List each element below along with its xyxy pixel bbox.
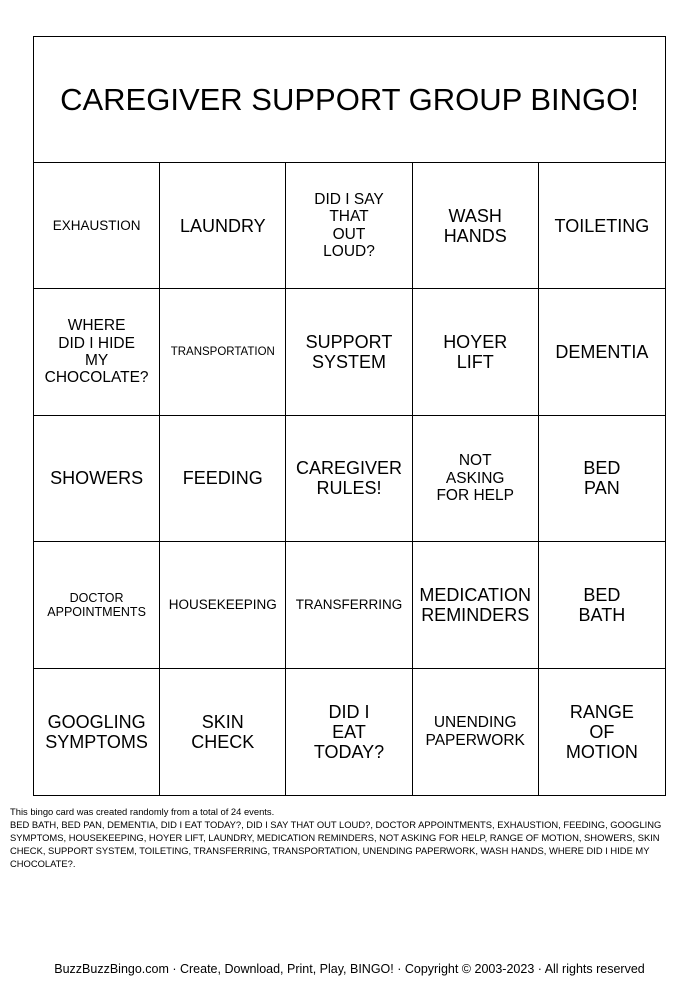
bingo-cell: TRANSPORTATION	[160, 289, 286, 415]
bingo-cell: DEMENTIA	[539, 289, 665, 415]
bingo-cell: HOUSEKEEPING	[160, 542, 286, 668]
bingo-cell: DID I SAY THAT OUT LOUD?	[286, 163, 412, 289]
bingo-title: CAREGIVER SUPPORT GROUP BINGO!	[34, 37, 665, 163]
bingo-cell: BED BATH	[539, 542, 665, 668]
footer-info	[10, 805, 690, 870]
bingo-cell: MEDICATION REMINDERS	[413, 542, 539, 668]
footer-events-list: BED BATH, BED PAN, DEMENTIA, DID I EAT TODAY?, DID I SAY THAT OUT LOUD?, DOCTOR APPOINTMENTS, EXHAUSTION, FEEDING, GOOGLING SYMPTOMS, HOUSEKEEPING, HOYER LIFT, LAUNDRY, MEDICATION REMINDERS, NOT ASKING FOR HELP, RANGE OF MOTION, SHOWERS, SKIN CHECK, SUPPORT SYSTEM, TOILETING, TRANSFERRING, TRANSPORTATION, UNENDING PAPERWORK, WASH HANDS, WHERE DID I HIDE MY CHOCOLATE?.	[10, 819, 662, 869]
bingo-cell: TOILETING	[539, 163, 665, 289]
bingo-cell: TRANSFERRING	[286, 542, 412, 668]
bingo-cell: DID I EAT TODAY?	[286, 669, 412, 795]
bingo-cell: GOOGLING SYMPTOMS	[34, 669, 160, 795]
bingo-cell: HOYER LIFT	[413, 289, 539, 415]
bingo-cell: LAUNDRY	[160, 163, 286, 289]
bingo-cell: WHERE DID I HIDE MY CHOCOLATE?	[34, 289, 160, 415]
bingo-cell: CAREGIVER RULES!	[286, 416, 412, 542]
bingo-cell: UNENDING PAPERWORK	[413, 669, 539, 795]
bingo-cell: SUPPORT SYSTEM	[286, 289, 412, 415]
bingo-cell: EXHAUSTION	[34, 163, 160, 289]
bingo-cell: FEEDING	[160, 416, 286, 542]
bingo-grid	[34, 163, 665, 795]
bingo-cell: RANGE OF MOTION	[565, 701, 638, 762]
bingo-cell: DOCTOR APPOINTMENTS	[34, 542, 160, 668]
bingo-cell: BED PAN	[539, 416, 665, 542]
bingo-cell: SHOWERS	[34, 416, 160, 542]
bingo-cell: WASH HANDS	[413, 163, 539, 289]
copyright-line: BuzzBuzzBingo.com · Create, Download, Print, Play, BINGO! · Copyright © 2003-2023 · All rights reserved	[54, 962, 645, 976]
footer-intro: This bingo card was created randomly from a total of 24 events.	[10, 806, 275, 817]
bingo-card	[33, 36, 666, 796]
bingo-cell: NOT ASKING FOR HELP	[413, 416, 539, 542]
bingo-cell: SKIN CHECK	[160, 669, 286, 795]
